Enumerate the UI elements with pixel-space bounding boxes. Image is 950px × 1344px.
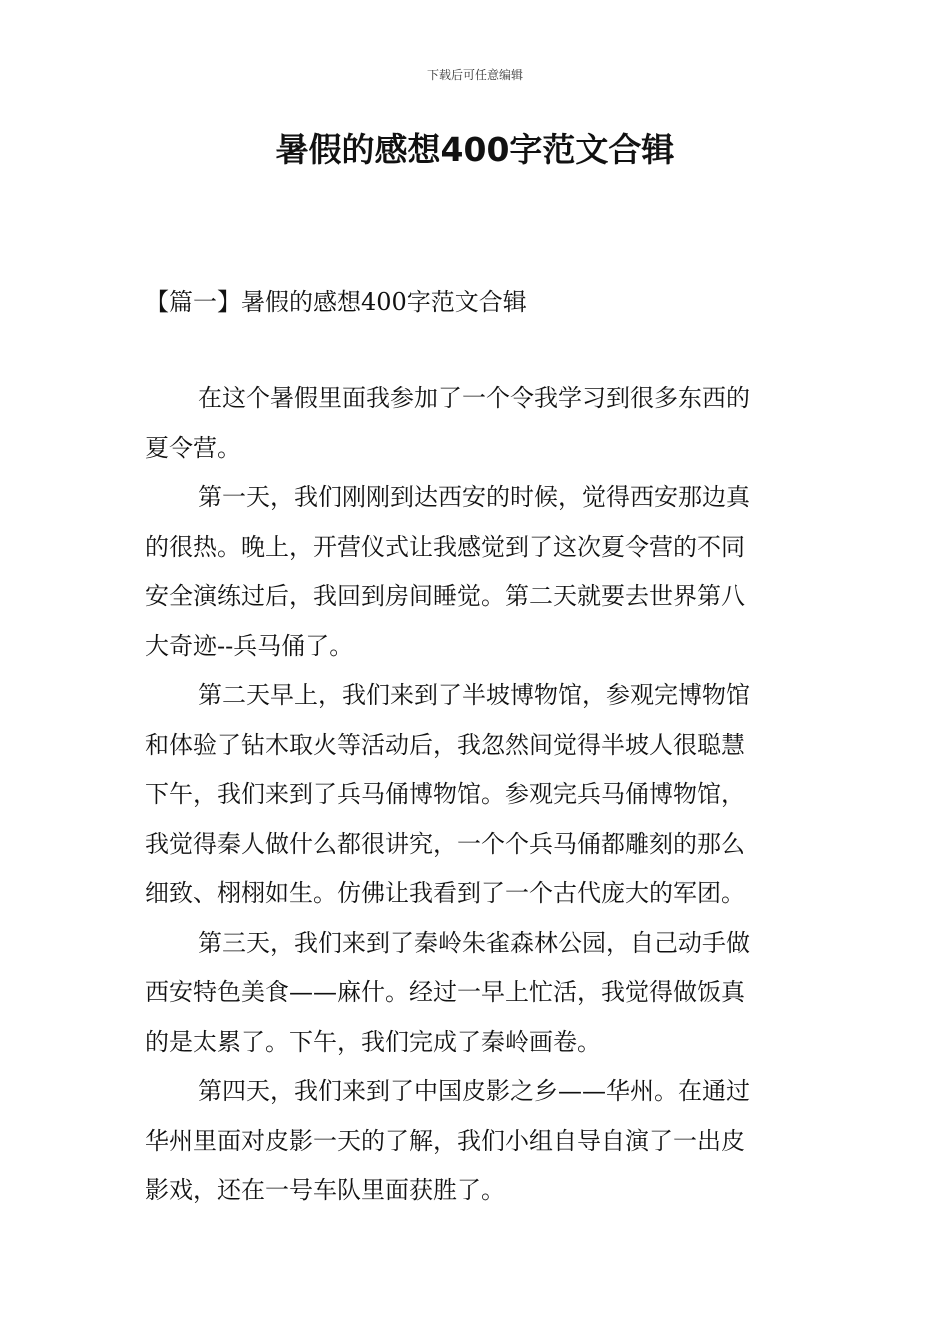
paragraph-line: 安全演练过后，我回到房间睡觉。第二天就要去世界第八: [145, 582, 745, 610]
paragraph-line: 的很热。晚上，开营仪式让我感觉到了这次夏令营的不同: [145, 532, 745, 561]
paragraph-line: 夏令营。: [145, 433, 241, 462]
document-title: 暑假的感想400字范文合辑: [275, 130, 675, 169]
paragraph-line: 第四天，我们来到了中国皮影之乡——华州。在通过: [198, 1077, 750, 1105]
paragraph: [145, 1067, 810, 1216]
paragraph-line: 华州里面对皮影一天的了解，我们小组自导自演了一出皮: [145, 1126, 745, 1155]
paragraph-line: 细致、栩栩如生。仿佛让我看到了一个古代庞大的军团。: [145, 879, 745, 907]
section-heading: 【篇一】暑假的感想400字范文合辑: [145, 288, 527, 316]
paragraph-line: 我觉得秦人做什么都很讲究，一个个兵马俑都雕刻的那么: [145, 829, 745, 858]
paragraph: [145, 473, 810, 671]
paragraph-line: 第三天，我们来到了秦岭朱雀森林公园，自己动手做: [198, 928, 750, 957]
paragraph: [145, 374, 810, 473]
header-note: 下载后可任意编辑: [426, 68, 523, 82]
paragraph: [145, 671, 810, 919]
paragraph-line: 影戏，还在一号车队里面获胜了。: [145, 1176, 505, 1204]
paragraph-line: 大奇迹--兵马俑了。: [145, 631, 354, 660]
paragraph-line: 在这个暑假里面我参加了一个令我学习到很多东西的: [198, 384, 750, 412]
paragraph-line: 第一天，我们刚刚到达西安的时候，觉得西安那边真: [198, 483, 750, 511]
paragraph: [145, 919, 810, 1068]
paragraph-line: 第二天早上，我们来到了半坡博物馆，参观完博物馆: [198, 681, 750, 709]
paragraph-line: 和体验了钻木取火等活动后，我忽然间觉得半坡人很聪慧: [145, 730, 745, 759]
document-body: [145, 374, 810, 1216]
paragraph-line: 下午，我们来到了兵马俑博物馆。参观完兵马俑博物馆，: [145, 780, 745, 808]
paragraph-line: 西安特色美食——麻什。经过一早上忙活，我觉得做饭真: [145, 978, 745, 1006]
paragraph-line: 的是太累了。下午，我们完成了秦岭画卷。: [145, 1027, 601, 1056]
